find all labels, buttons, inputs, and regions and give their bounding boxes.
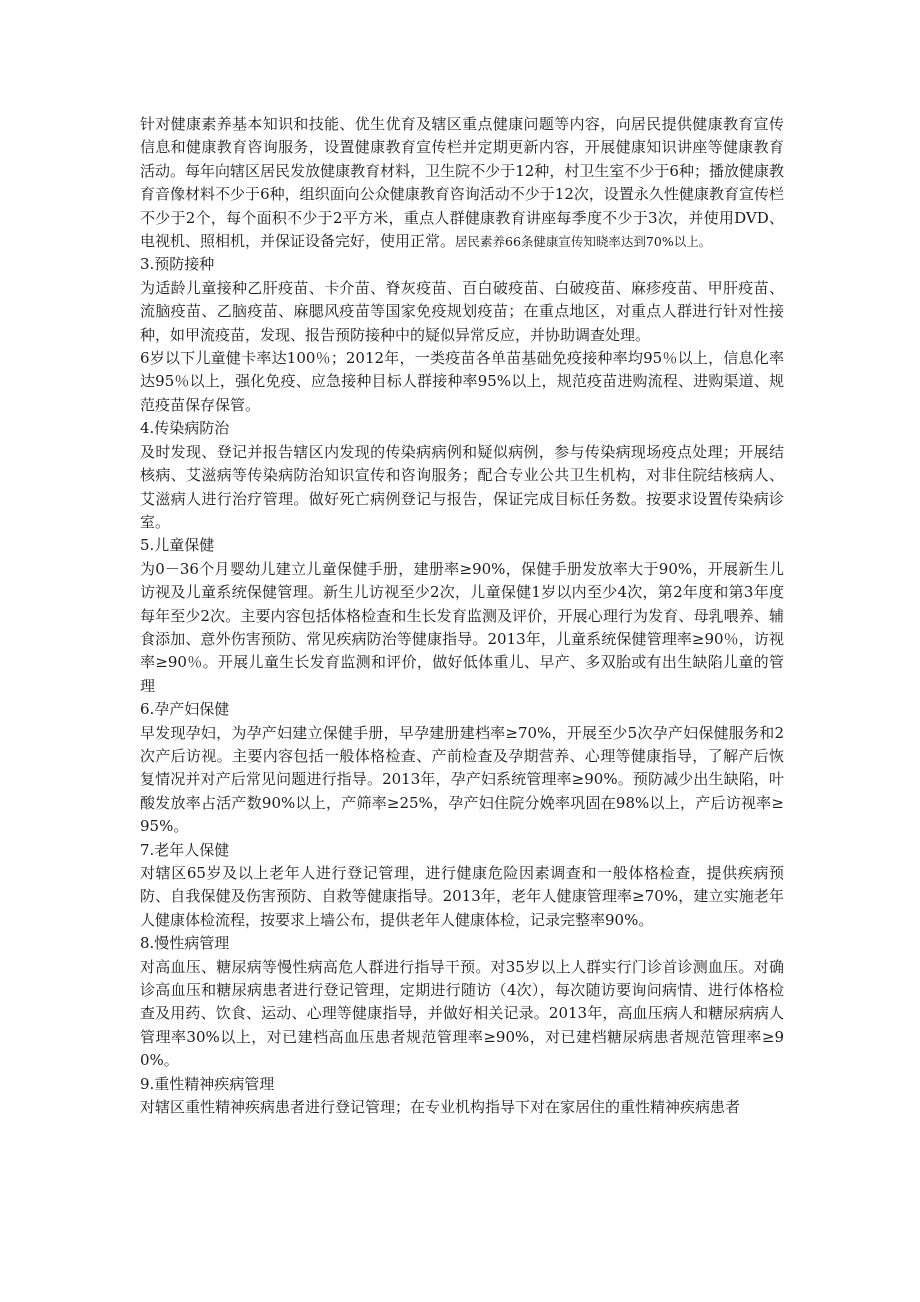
section-paragraph: 及时发现、登记并报告辖区内发现的传染病病例和疑似病例，参与传染病现场疫点处理；开展结核病、艾滋病等传染病防治知识宣传和咨询服务；配合专业公共卫生机构，对非住院结核病人、艾滋病人进行治疗管理。做好死亡病例登记与报告，保证完成目标任务数。按要求设置传染病诊室。 [140, 442, 784, 531]
section-heading: 6.孕产妇保健 [140, 700, 230, 719]
section-paragraph: 6岁以下儿童健卡率达100％；2012年，一类疫苗各单苗基础免疫接种率均95％以上，信息化率达95％以上，强化免疫、应急接种目标人群接种率95%以上，规范疫苗进购流程、进购渠道、规范疫苗保存保管。 [140, 349, 784, 414]
section-heading: 7.老年人保健 [140, 840, 230, 859]
section-paragraph: 早发现孕妇，为孕产妇建立保健手册，早孕建册建档率≥70%，开展至少5次孕产妇保健服务和2次产后访视。主要内容包括一般体格检查、产前检查及孕期营养、心理等健康指导，了解产后恢复情况并对产后常见问题进行指导。2013年，孕产妇系统管理率≥90%。预防减少出生缺陷，叶酸发放率占活产数90%以上，产筛率≥25%，孕产妇住院分娩率巩固在98%以上，产后访视率≥95%。 [140, 723, 784, 836]
section-heading: 3.预防接种 [140, 255, 215, 274]
section-paragraph: 为0－36个月婴幼儿建立儿童保健手册，建册率≥90%，保健手册发放率大于90%，开展新生儿访视及儿童系统保健管理。新生儿访视至少2次，儿童保健1岁以内至少4次，第2年度和第3年度每年至少2次。主要内容包括体格检查和生长发育监测及评价，开展心理行为发育、母乳喂养、辅食添加、意外伤害预防、常见疾病防治等健康指导。2013年，儿童系统保健管理率≥90％，访视率≥90％。开展儿童生长发育监测和评价，做好低体重儿、早产、多双胎或有出生缺陷儿童的管理 [140, 559, 784, 695]
section-paragraph: 对辖区重性精神疾病患者进行登记管理；在专业机构指导下对在家居住的重性精神疾病患者 [140, 1098, 741, 1117]
document-body [140, 113, 784, 1119]
section-heading: 8.慢性病管理 [140, 934, 230, 953]
intro-main-text: 针对健康素养基本知识和技能、优生优育及辖区重点健康问题等内容，向居民提供健康教育宣传信息和健康教育咨询服务，设置健康教育宣传栏并定期更新内容，开展健康知识讲座等健康教育活动。每年向辖区居民发放健康教育材料，卫生院不少于12种，村卫生室不少于6种；播放健康教育音像材料不少于6种，组织面向公众健康教育咨询活动不少于12次，设置永久性健康教育宣传栏不少于2个，每个面积不少于2平方米，重点人群健康教育讲座每季度不少于3次，并使用DVD、电视机、照相机，并保证设备完好，使用正常。 [140, 115, 784, 251]
section-paragraph: 对辖区65岁及以上老年人进行登记管理，进行健康危险因素调查和一般体格检查，提供疾病预防、自我保健及伤害预防、自救等健康指导。2013年，老年人健康管理率≥70%，建立实施老年人健康体检流程，按要求上墙公布，提供老年人健康体检，记录完整率90%。 [140, 864, 784, 929]
intro-tail-text: 居民素养66条健康宣传知晓率达到70%以上。 [455, 234, 712, 250]
section-paragraph: 为适龄儿童接种乙肝疫苗、卡介苗、脊灰疫苗、百白破疫苗、白破疫苗、麻疹疫苗、甲肝疫苗、流脑疫苗、乙脑疫苗、麻腮风疫苗等国家免疫规划疫苗；在重点地区，对重点人群进行针对性接种，如甲流疫苗，发现、报告预防接种中的疑似异常反应，并协助调查处理。 [140, 278, 784, 344]
section-heading: 4.传染病防治 [140, 419, 230, 438]
section-paragraph: 对高血压、糖尿病等慢性病高危人群进行指导干预。对35岁以上人群实行门诊首诊测血压。对确诊高血压和糖尿病患者进行登记管理，定期进行随访（4次），每次随访要询问病情、进行体格检查及用药、饮食、运动、心理等健康指导，并做好相关记录。2013年，高血压病人和糖尿病病人管理率30%以上，对已建档高血压患者规范管理率≥90%，对已建档糖尿病患者规范管理率≥90%。 [140, 957, 784, 1070]
section-heading: 5.儿童保健 [140, 536, 215, 555]
section-heading: 9.重性精神疾病管理 [140, 1074, 275, 1093]
intro-paragraph [140, 113, 784, 253]
